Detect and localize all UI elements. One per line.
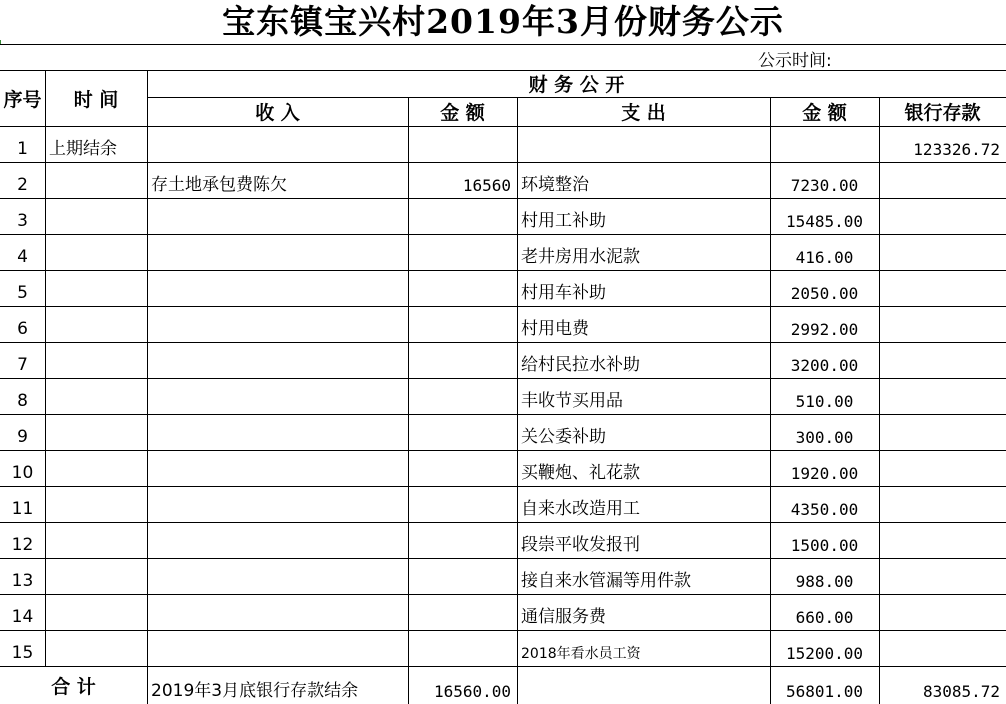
row-expense-item: 环境整治 [521, 175, 589, 195]
row-income-item [147, 198, 408, 234]
row-income-amount [408, 594, 517, 630]
row-seq: 6 [17, 319, 28, 339]
row-bank-deposit [879, 558, 1006, 594]
total-label: 合 计 [51, 675, 96, 698]
row-time [45, 486, 147, 522]
row-seq: 4 [17, 247, 28, 267]
row-expense-amount: 15485.00 [785, 212, 864, 231]
header-time: 时 间 [73, 88, 119, 111]
header-income-amount: 金 额 [440, 102, 485, 124]
row-bank-deposit [879, 342, 1006, 378]
row-income-item [147, 522, 408, 558]
row-expense-item: 老井房用水泥款 [521, 247, 640, 267]
row-expense-item: 丰收节买用品 [521, 391, 623, 411]
row-income-amount [408, 450, 517, 486]
row-expense-amount: 3200.00 [790, 356, 859, 375]
row-time [45, 342, 147, 378]
row-expense-amount: 4350.00 [790, 500, 859, 519]
row-income-amount [408, 522, 517, 558]
row-expense-item: 买鞭炮、礼花款 [521, 463, 640, 483]
row-time [45, 450, 147, 486]
row-income-item [147, 630, 408, 666]
row-time [45, 630, 147, 666]
row-time [45, 522, 147, 558]
row-seq: 14 [11, 607, 34, 627]
row-income-amount [408, 270, 517, 306]
row-income-item [147, 126, 408, 162]
row-income-item [147, 594, 408, 630]
total-expense-item [517, 666, 770, 704]
row-time [45, 234, 147, 270]
total-bank-deposit: 83085.72 [922, 682, 1000, 701]
publish-time-label: 公示时间: [758, 51, 832, 71]
header-income: 收 入 [255, 102, 300, 124]
row-expense-item: 给村民拉水补助 [521, 355, 640, 375]
row-bank-deposit: 123326.72 [913, 140, 1000, 159]
header-bank-deposit: 银行存款 [904, 102, 981, 124]
total-income-amount: 16560.00 [433, 682, 511, 701]
row-seq: 12 [11, 535, 34, 555]
row-expense-item: 村用工补助 [521, 211, 606, 231]
row-seq: 5 [17, 283, 28, 303]
row-bank-deposit [879, 234, 1006, 270]
row-time [45, 594, 147, 630]
row-income-amount [408, 630, 517, 666]
row-time [45, 270, 147, 306]
row-expense-amount: 15200.00 [785, 644, 864, 663]
row-bank-deposit [879, 522, 1006, 558]
row-income-item [147, 378, 408, 414]
row-expense-amount: 1500.00 [790, 536, 859, 555]
row-bank-deposit [879, 378, 1006, 414]
row-income-item [147, 486, 408, 522]
row-seq: 15 [11, 643, 34, 663]
row-income-amount [408, 486, 517, 522]
total-income-item: 2019年3月底银行存款结余 [151, 681, 359, 701]
row-seq: 9 [17, 427, 28, 447]
row-expense-amount: 2050.00 [790, 284, 859, 303]
row-seq: 3 [17, 211, 28, 231]
row-bank-deposit [879, 414, 1006, 450]
row-expense-amount [770, 126, 879, 162]
row-expense-amount: 7230.00 [790, 176, 859, 195]
row-bank-deposit [879, 594, 1006, 630]
header-seq: 序号 [3, 88, 42, 111]
total-expense-amount: 56801.00 [785, 682, 864, 701]
row-income-item [147, 414, 408, 450]
row-income-item [147, 270, 408, 306]
row-seq: 11 [11, 499, 34, 519]
row-expense-amount: 988.00 [795, 572, 854, 591]
row-time [45, 414, 147, 450]
row-bank-deposit [879, 630, 1006, 666]
row-time [45, 378, 147, 414]
page-title: 宝东镇宝兴村2019年3月份财务公示 [222, 2, 784, 41]
cell-selection-mark [0, 40, 5, 45]
row-bank-deposit [879, 306, 1006, 342]
row-income-item [147, 342, 408, 378]
row-expense-item: 段崇平收发报刊 [521, 535, 640, 555]
row-income-item [147, 450, 408, 486]
row-expense-amount: 300.00 [795, 428, 854, 447]
row-time [45, 162, 147, 198]
row-expense-item: 通信服务费 [521, 607, 606, 627]
row-income-amount [408, 234, 517, 270]
row-income-amount [408, 306, 517, 342]
row-expense-amount: 1920.00 [790, 464, 859, 483]
row-expense-item: 村用电费 [521, 319, 589, 339]
row-seq: 2 [17, 175, 28, 195]
row-time [45, 198, 147, 234]
row-income-amount [408, 198, 517, 234]
header-expense-amount: 金 额 [802, 102, 847, 124]
row-seq: 1 [17, 139, 28, 159]
row-income-amount [408, 378, 517, 414]
row-income-amount: 16560 [462, 176, 511, 195]
row-income-item [147, 306, 408, 342]
row-expense-item: 村用车补助 [521, 283, 606, 303]
row-income-item [147, 558, 408, 594]
row-time [45, 558, 147, 594]
row-expense-amount: 2992.00 [790, 320, 859, 339]
row-time: 上期结余 [49, 139, 117, 159]
row-seq: 8 [17, 391, 28, 411]
row-seq: 13 [11, 571, 34, 591]
row-expense-amount: 660.00 [795, 608, 854, 627]
row-expense-item: 关公委补助 [521, 427, 606, 447]
row-expense-amount: 416.00 [795, 248, 854, 267]
row-seq: 7 [17, 355, 28, 375]
row-bank-deposit [879, 198, 1006, 234]
row-income-item [147, 234, 408, 270]
row-expense-amount: 510.00 [795, 392, 854, 411]
header-finance-group: 财 务 公 开 [528, 74, 625, 96]
row-bank-deposit [879, 486, 1006, 522]
row-income-amount [408, 558, 517, 594]
row-income-amount [408, 414, 517, 450]
row-expense-item: 2018年看水员工资 [521, 646, 641, 662]
row-bank-deposit [879, 162, 1006, 198]
row-income-amount [408, 342, 517, 378]
header-expense: 支 出 [621, 102, 666, 124]
row-expense-item: 接自来水管漏等用件款 [521, 571, 691, 591]
row-income-amount [408, 126, 517, 162]
title-underline [0, 44, 1006, 45]
row-income-item: 存土地承包费陈欠 [151, 175, 287, 195]
row-time [45, 306, 147, 342]
row-bank-deposit [879, 270, 1006, 306]
row-expense-item: 自来水改造用工 [521, 499, 640, 519]
row-bank-deposit [879, 450, 1006, 486]
row-seq: 10 [11, 463, 34, 483]
row-expense-item [517, 126, 770, 162]
